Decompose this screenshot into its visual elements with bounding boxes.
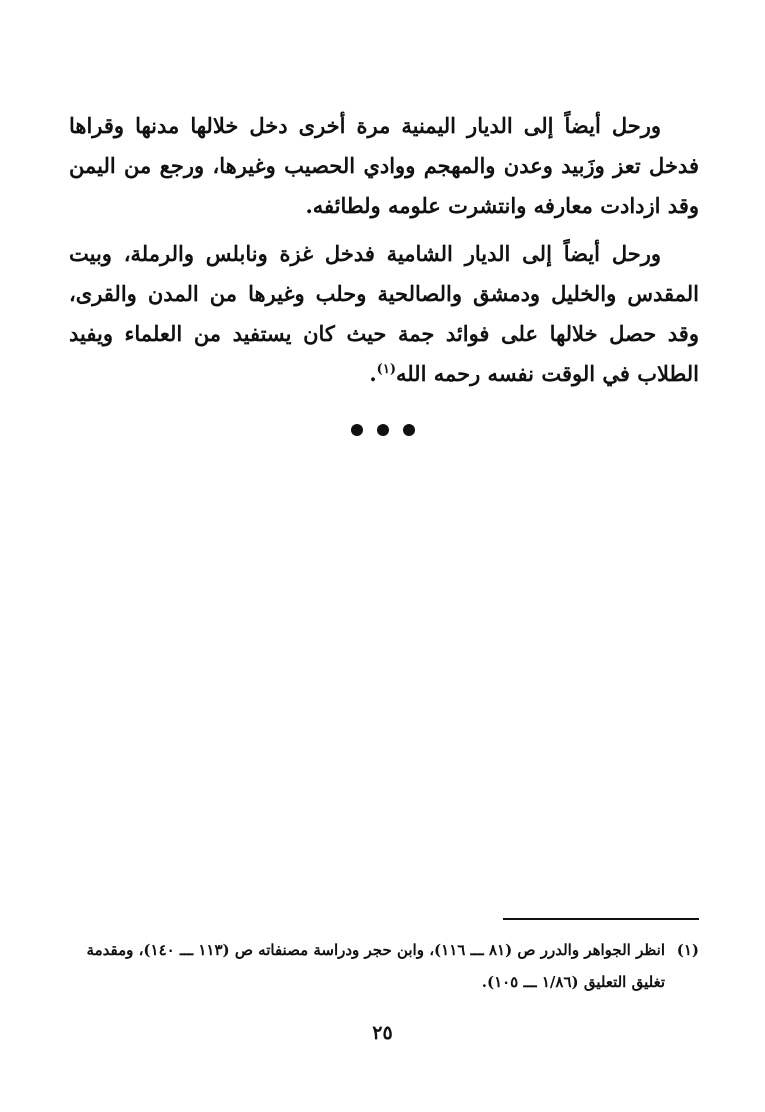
page-number: ٢٥ [372,1022,393,1044]
paragraph-yemen-travels [69,106,699,226]
footnote [69,934,699,998]
main-text [69,106,699,394]
section-divider-ornament [0,424,765,436]
paragraph-text: ورحل أيضاً إلى الديار الشامية فدخل غزة ونابلس والرملة، وبيت المقدس والخليل ودمشق والصالحية وحلب وغيرها من المدن والقرى، وقد حصل خلالها على فوائد جمة حيث كان يستفيد من العلماء ويفيد الطلاب في الوقت نفسه رحمه الله [69,241,699,386]
paragraph-levant-travels [69,234,699,394]
ornament-dot-icon [351,424,363,436]
footnote-separator-line [503,918,699,920]
paragraph-text: ورحل أيضاً إلى الديار اليمنية مرة أخرى دخل خلالها مدنها وقراها فدخل تعز وزَبيد وعدن والمهجم ووادي الحصيب وغيرها، ورجع من اليمن وقد ازدادت معارفه وانتشرت علومه ولطائفه. [69,113,699,218]
ornament-dot-icon [403,424,415,436]
ornament-dot-icon [377,424,389,436]
footnote-number: (١) [676,941,699,959]
paragraph-end-mark: . [369,361,377,386]
footnote-text: انظر الجواهر والدرر ص (٨١ ـــ ١١٦)، وابن حجر ودراسة مصنفاته ص (١١٣ ـــ ١٤٠)، ومقدمة تغليق التعليق (١/٨٦ ـــ ١٠٥). [86,941,665,991]
footnote-reference: (١) [376,362,396,377]
footnotes-section [69,934,699,998]
